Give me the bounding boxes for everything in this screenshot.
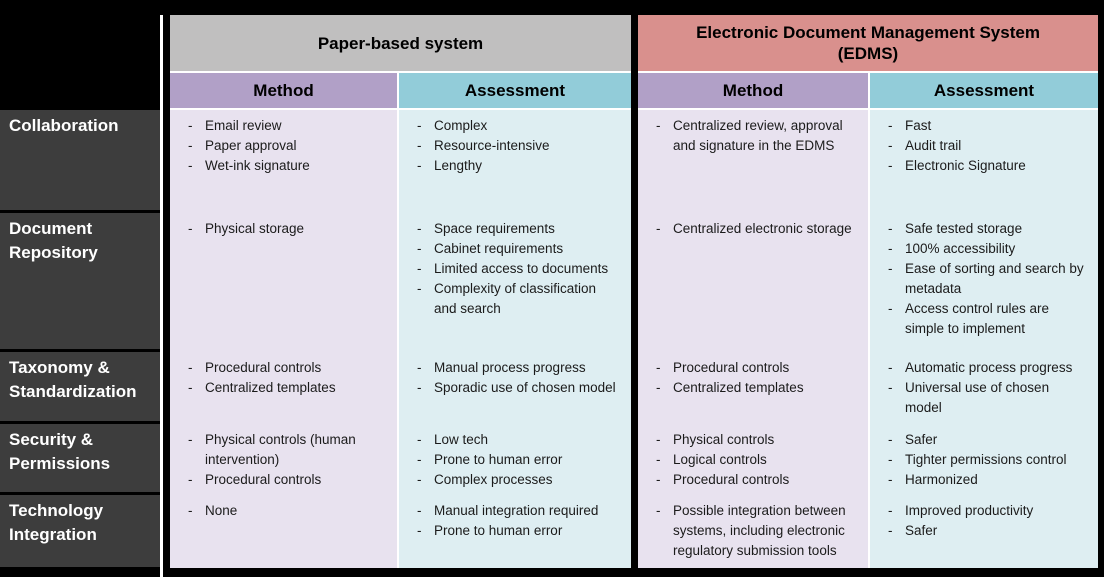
table-cell xyxy=(170,110,397,213)
list-item xyxy=(417,378,621,398)
list-item xyxy=(188,430,387,470)
list-item xyxy=(188,378,387,398)
table-frame xyxy=(163,0,1104,577)
dash-bullet: - xyxy=(888,241,893,256)
dash-bullet: - xyxy=(656,452,661,467)
list-item xyxy=(656,501,858,561)
list-item xyxy=(417,116,621,136)
list-item-text: Prone to human error xyxy=(434,523,563,538)
list-item xyxy=(888,116,1088,136)
list-item-text: Limited access to documents xyxy=(434,261,609,276)
list-item-text: Safer xyxy=(905,523,938,538)
edms-system-title: Electronic Document Management System xyxy=(696,23,1040,42)
dash-bullet: - xyxy=(417,523,422,538)
dash-bullet: - xyxy=(188,221,193,236)
list-item-text: Physical storage xyxy=(205,221,305,236)
list-item xyxy=(888,239,1088,259)
list-item xyxy=(888,358,1088,378)
row-header: Document Repository xyxy=(0,213,160,352)
dash-bullet: - xyxy=(656,360,661,375)
list-item-text: Automatic process progress xyxy=(905,360,1073,375)
list-item xyxy=(188,219,387,239)
dash-bullet: - xyxy=(656,472,661,487)
edms-system-abbr: (EDMS) xyxy=(837,44,899,63)
list-item-text: Paper approval xyxy=(205,138,297,153)
dash-bullet: - xyxy=(888,523,893,538)
dash-bullet: - xyxy=(188,472,193,487)
list-item xyxy=(656,219,858,239)
dash-bullet: - xyxy=(188,503,193,518)
list-item xyxy=(417,450,621,470)
list-item xyxy=(417,430,621,450)
edms-method-header xyxy=(638,73,868,108)
list-item xyxy=(656,116,858,156)
list-item xyxy=(888,470,1088,490)
list-item xyxy=(888,521,1088,541)
method-header-label: Method xyxy=(722,80,784,100)
table-cell xyxy=(870,424,1098,495)
assessment-header-label: Assessment xyxy=(933,80,1035,100)
list-item xyxy=(888,259,1088,299)
list-item xyxy=(417,259,621,279)
list-item xyxy=(188,136,387,156)
table-cell xyxy=(870,495,1098,568)
list-item-text: Fast xyxy=(905,118,932,133)
list-item xyxy=(888,450,1088,470)
list-item-text: Procedural controls xyxy=(205,472,322,487)
dash-bullet: - xyxy=(888,452,893,467)
table-cell xyxy=(170,352,397,424)
list-item-text: Safer xyxy=(905,432,938,447)
dash-bullet: - xyxy=(656,118,661,133)
list-item xyxy=(888,501,1088,521)
dash-bullet: - xyxy=(888,118,893,133)
dash-bullet: - xyxy=(188,158,193,173)
list-item-text: Access control rules are simple to implement xyxy=(905,301,1050,336)
list-item xyxy=(188,116,387,136)
dash-bullet: - xyxy=(417,158,422,173)
list-item xyxy=(888,430,1088,450)
dash-bullet: - xyxy=(888,360,893,375)
list-item-text: Cabinet requirements xyxy=(434,241,564,256)
list-item-text: Possible integration between systems, including electronic regulatory submission tools xyxy=(673,503,846,558)
list-item xyxy=(417,358,621,378)
dash-bullet: - xyxy=(417,261,422,276)
list-item xyxy=(656,378,858,398)
table-cell xyxy=(870,110,1098,213)
row-header: Collaboration xyxy=(0,110,160,213)
list-item-text: Manual process progress xyxy=(434,360,586,375)
dash-bullet: - xyxy=(188,432,193,447)
dash-bullet: - xyxy=(656,221,661,236)
table-cell xyxy=(870,213,1098,352)
list-item-text: Centralized review, approval and signature in the EDMS xyxy=(673,118,843,153)
row-header: Security & Permissions xyxy=(0,424,160,495)
list-item xyxy=(188,156,387,176)
dash-bullet: - xyxy=(417,138,422,153)
list-item-text: Complex processes xyxy=(434,472,553,487)
dash-bullet: - xyxy=(888,138,893,153)
list-item xyxy=(656,450,858,470)
table-cell xyxy=(399,495,631,568)
list-item xyxy=(417,501,621,521)
paper-method-column xyxy=(170,110,397,568)
dash-bullet: - xyxy=(417,503,422,518)
list-item xyxy=(417,156,621,176)
dash-bullet: - xyxy=(888,472,893,487)
dash-bullet: - xyxy=(656,432,661,447)
list-item-text: Harmonized xyxy=(905,472,978,487)
dash-bullet: - xyxy=(656,380,661,395)
list-item-text: Manual integration required xyxy=(434,503,599,518)
method-header-label: Method xyxy=(253,80,314,100)
list-item xyxy=(656,358,858,378)
list-item-text: Procedural controls xyxy=(205,360,322,375)
row-header: Taxonomy & Standardization xyxy=(0,352,160,424)
list-item xyxy=(417,219,621,239)
list-item-text: Safe tested storage xyxy=(905,221,1023,236)
list-item-text: None xyxy=(205,503,238,518)
row-header: Technology Integration xyxy=(0,495,160,567)
dash-bullet: - xyxy=(417,241,422,256)
dash-bullet: - xyxy=(888,158,893,173)
dash-bullet: - xyxy=(417,360,422,375)
edms-system-header xyxy=(638,15,1098,71)
list-item-text: Sporadic use of chosen model xyxy=(434,380,616,395)
list-item-text: Resource-intensive xyxy=(434,138,550,153)
paper-system-title: Paper-based system xyxy=(317,33,484,53)
table-cell xyxy=(638,213,868,352)
list-item xyxy=(188,501,387,521)
list-item-text: Complex xyxy=(434,118,488,133)
list-item-text: Email review xyxy=(205,118,282,133)
table-body xyxy=(170,15,1098,568)
list-item-text: Physical controls xyxy=(673,432,775,447)
dash-bullet: - xyxy=(417,452,422,467)
table-cell xyxy=(638,352,868,424)
list-item xyxy=(417,521,621,541)
dash-bullet: - xyxy=(888,301,893,316)
list-item xyxy=(888,136,1088,156)
table-cell xyxy=(170,495,397,568)
dash-bullet: - xyxy=(188,118,193,133)
paper-assessment-column xyxy=(399,110,631,568)
list-item-text: Audit trail xyxy=(905,138,962,153)
edms-assessment-header xyxy=(870,73,1098,108)
list-item-text: Space requirements xyxy=(434,221,555,236)
dash-bullet: - xyxy=(417,472,422,487)
list-item-text: Centralized electronic storage xyxy=(673,221,852,236)
list-item xyxy=(656,430,858,450)
table-cell xyxy=(170,424,397,495)
list-item-text: Centralized templates xyxy=(673,380,804,395)
list-item xyxy=(188,358,387,378)
row-header-column xyxy=(0,110,160,567)
dash-bullet: - xyxy=(417,432,422,447)
dash-bullet: - xyxy=(656,503,661,518)
list-item-text: Lengthy xyxy=(434,158,483,173)
dash-bullet: - xyxy=(888,503,893,518)
list-item-text: Improved productivity xyxy=(905,503,1034,518)
list-item-text: Universal use of chosen model xyxy=(905,380,1050,415)
paper-assessment-header xyxy=(399,73,631,108)
list-item-text: Ease of sorting and search by metadata xyxy=(905,261,1084,296)
list-item xyxy=(656,470,858,490)
table-cell xyxy=(399,213,631,352)
edms-assessment-column xyxy=(870,110,1098,568)
list-item xyxy=(888,219,1088,239)
list-item xyxy=(417,470,621,490)
list-item-text: Procedural controls xyxy=(673,472,790,487)
table-cell xyxy=(638,110,868,213)
edms-method-column xyxy=(638,110,868,568)
dash-bullet: - xyxy=(888,380,893,395)
list-item-text: Tighter permissions control xyxy=(905,452,1067,467)
list-item xyxy=(417,239,621,259)
dash-bullet: - xyxy=(417,221,422,236)
table-cell xyxy=(399,110,631,213)
table-cell xyxy=(638,495,868,568)
dash-bullet: - xyxy=(888,432,893,447)
table-cell xyxy=(170,213,397,352)
list-item-text: Wet-ink signature xyxy=(205,158,310,173)
dash-bullet: - xyxy=(417,281,422,296)
paper-system-header xyxy=(170,15,631,71)
list-item-text: 100% accessibility xyxy=(905,241,1016,256)
table-cell xyxy=(638,424,868,495)
list-item xyxy=(188,470,387,490)
list-item-text: Complexity of classification and search xyxy=(434,281,597,316)
list-item-text: Low tech xyxy=(434,432,489,447)
list-item-text: Procedural controls xyxy=(673,360,790,375)
list-item-text: Logical controls xyxy=(673,452,767,467)
dash-bullet: - xyxy=(188,380,193,395)
table-cell xyxy=(399,352,631,424)
dash-bullet: - xyxy=(188,138,193,153)
dash-bullet: - xyxy=(188,360,193,375)
dash-bullet: - xyxy=(417,118,422,133)
table-cell xyxy=(399,424,631,495)
list-item xyxy=(888,378,1088,418)
list-item-text: Prone to human error xyxy=(434,452,563,467)
paper-method-header xyxy=(170,73,397,108)
dash-bullet: - xyxy=(888,221,893,236)
table-cell xyxy=(870,352,1098,424)
list-item xyxy=(888,299,1088,339)
list-item xyxy=(417,279,621,319)
dash-bullet: - xyxy=(417,380,422,395)
list-item xyxy=(888,156,1088,176)
list-item-text: Centralized templates xyxy=(205,380,336,395)
list-item xyxy=(417,136,621,156)
list-item-text: Physical controls (human intervention) xyxy=(205,432,356,467)
assessment-header-label: Assessment xyxy=(464,80,566,100)
list-item-text: Electronic Signature xyxy=(905,158,1026,173)
dash-bullet: - xyxy=(888,261,893,276)
